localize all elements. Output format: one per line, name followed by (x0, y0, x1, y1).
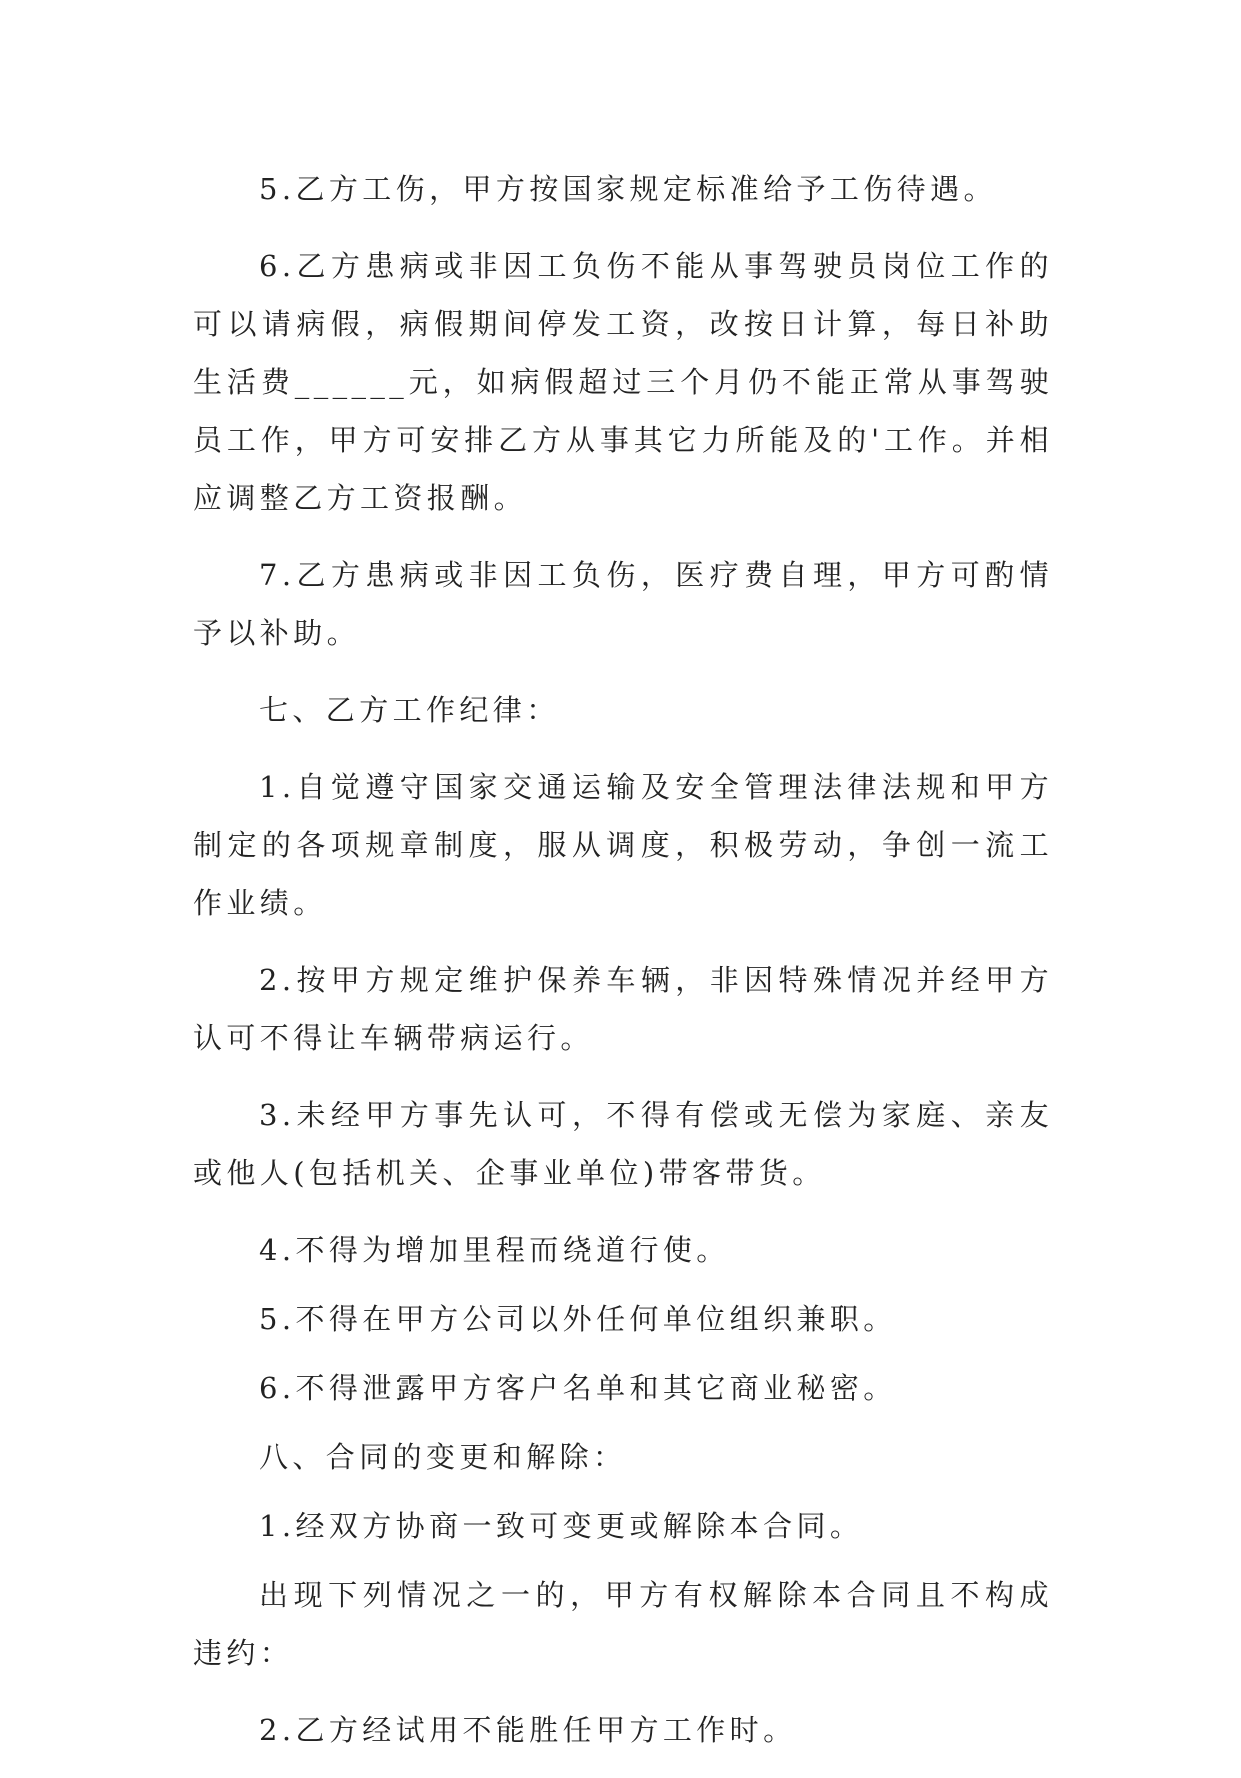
clause-no-detours: 4.不得为增加里程而绕道行使。 (259, 1233, 730, 1267)
section-heading-contract-change: 八、合同的变更和解除： (259, 1440, 627, 1474)
clause-injury-treatment: 5.乙方工伤，甲方按国家规定标准给予工伤待遇。 (259, 172, 997, 206)
section-heading-work-discipline: 七、乙方工作纪律： (259, 693, 560, 727)
clause-confidentiality: 6.不得泄露甲方客户名单和其它商业秘密。 (259, 1371, 897, 1405)
clause-no-private-transport: 3.未经甲方事先认可，不得有偿或无偿为家庭、亲友或他人(包括机关、企事业单位)带客带货。 (193, 1098, 1053, 1190)
clause-vehicle-maintenance: 2.按甲方规定维护保养车辆，非因特殊情况并经甲方认可不得让车辆带病运行。 (193, 963, 1053, 1055)
clause-mutual-agreement: 1.经双方协商一致可变更或解除本合同。 (259, 1509, 864, 1543)
clause-probation-failure: 2.乙方经试用不能胜任甲方工作时。 (259, 1713, 797, 1747)
clause-no-side-jobs: 5.不得在甲方公司以外任何单位组织兼职。 (259, 1302, 897, 1336)
clause-medical-expenses: 7.乙方患病或非因工负伤，医疗费自理，甲方可酌情予以补助。 (193, 558, 1053, 650)
clause-sick-leave: 6.乙方患病或非因工负伤不能从事驾驶员岗位工作的可以请病假，病假期间停发工资，改按日计算，每日补助生活费______元，如病假超过三个月仍不能正常从事驾驶员工作，甲方可安排乙方从事其它力所能及的'工作。并相应调整乙方工资报酬。 (193, 249, 1053, 515)
document-page (193, 160, 1053, 1778)
clause-obey-regulations: 1.自觉遵守国家交通运输及安全管理法律法规和甲方制定的各项规章制度，服从调度，积极劳动，争创一流工作业绩。 (193, 770, 1053, 920)
clause-termination-conditions: 出现下列情况之一的，甲方有权解除本合同且不构成违约： (193, 1578, 1053, 1670)
